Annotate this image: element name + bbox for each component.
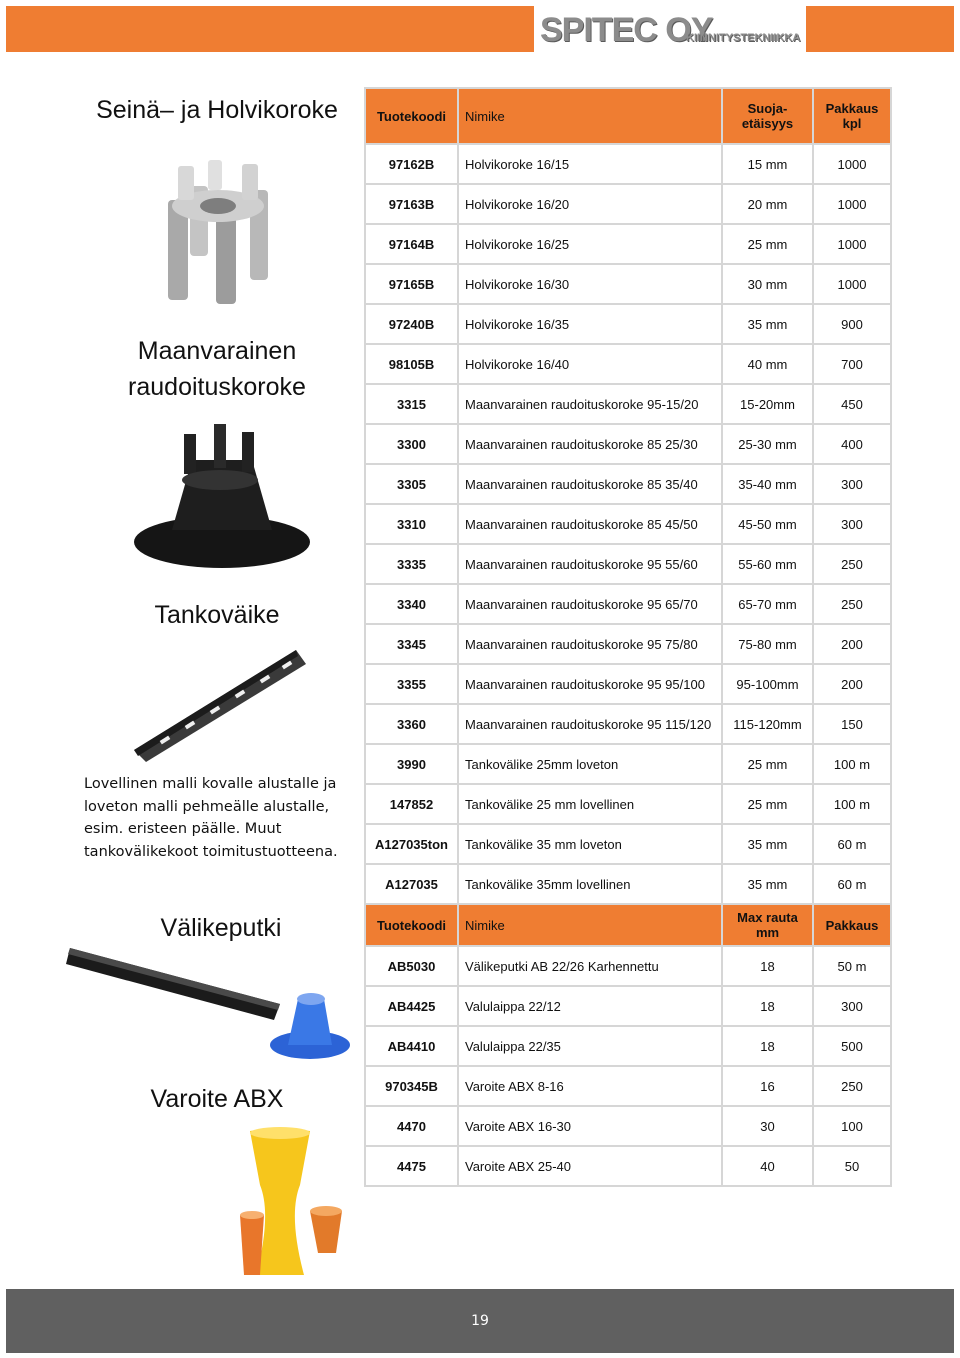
product-code: 4475 — [365, 1146, 458, 1186]
page-number: 19 — [471, 1313, 489, 1329]
product-name: Maanvarainen raudoituskoroke 95 55/60 — [458, 544, 722, 584]
table-row — [365, 584, 891, 624]
table-row — [365, 144, 891, 184]
grey-bar-chair-image — [150, 160, 286, 305]
product-code: 3340 — [365, 584, 458, 624]
product-code: 97240B — [365, 304, 458, 344]
product-distance: 35 mm — [722, 824, 813, 864]
product-code: AB4410 — [365, 1026, 458, 1066]
product-distance: 18 — [722, 986, 813, 1026]
product-table — [364, 87, 892, 1187]
product-package: 300 — [813, 986, 891, 1026]
header-line: Max rauta — [737, 910, 798, 925]
product-distance: 75-80 mm — [722, 624, 813, 664]
table-row — [365, 464, 891, 504]
product-package: 250 — [813, 584, 891, 624]
product-name: Maanvarainen raudoituskoroke 95-15/20 — [458, 384, 722, 424]
header-line: kpl — [842, 116, 862, 131]
product-code: AB5030 — [365, 946, 458, 986]
product-name: Holvikoroke 16/30 — [458, 264, 722, 304]
table-row — [365, 946, 891, 986]
product-name: Holvikoroke 16/15 — [458, 144, 722, 184]
table-row — [365, 504, 891, 544]
black-ground-spacer-image — [132, 420, 312, 570]
product-distance: 40 — [722, 1146, 813, 1186]
black-pipe-image — [66, 940, 286, 1020]
product-name: Maanvarainen raudoituskoroke 95 75/80 — [458, 624, 722, 664]
product-package: 200 — [813, 664, 891, 704]
product-distance: 45-50 mm — [722, 504, 813, 544]
table-header-row — [365, 88, 891, 144]
product-name: Tankovälike 35mm lovellinen — [458, 864, 722, 904]
table-row — [365, 1106, 891, 1146]
header-bar-left — [6, 6, 534, 52]
product-distance: 95-100mm — [722, 664, 813, 704]
product-name: Maanvarainen raudoituskoroke 85 25/30 — [458, 424, 722, 464]
product-distance: 55-60 mm — [722, 544, 813, 584]
product-code: 97164B — [365, 224, 458, 264]
header-line: mm — [755, 925, 780, 940]
product-distance: 25-30 mm — [722, 424, 813, 464]
product-distance: 115-120mm — [722, 704, 813, 744]
product-package: 60 m — [813, 864, 891, 904]
column-header-code: Tuotekoodi — [365, 88, 458, 144]
product-code: 3305 — [365, 464, 458, 504]
product-distance: 18 — [722, 946, 813, 986]
product-package: 250 — [813, 1066, 891, 1106]
product-distance: 35 mm — [722, 304, 813, 344]
product-distance: 15 mm — [722, 144, 813, 184]
product-distance: 15-20mm — [722, 384, 813, 424]
product-name: Varoite ABX 8-16 — [458, 1066, 722, 1106]
table-row — [365, 224, 891, 264]
product-name: Holvikoroke 16/35 — [458, 304, 722, 344]
product-distance: 25 mm — [722, 744, 813, 784]
table-row — [365, 624, 891, 664]
section-title-line: Maanvarainen — [137, 337, 297, 365]
table-row — [365, 424, 891, 464]
tankovalike-note: Lovellinen malli kovalle alustalle ja loveton malli pehmeälle alustalle, esim. eristeen päälle. Muut tankovälikekoot toimitustuotteena. — [84, 776, 338, 860]
product-name: Maanvarainen raudoituskoroke 85 45/50 — [458, 504, 722, 544]
column-header-name: Nimike — [458, 904, 722, 946]
product-name: Maanvarainen raudoituskoroke 95 115/120 — [458, 704, 722, 744]
product-distance: 35-40 mm — [722, 464, 813, 504]
product-distance: 35 mm — [722, 864, 813, 904]
product-code: 970345B — [365, 1066, 458, 1106]
yellow-abx-marker-image — [230, 1125, 360, 1285]
product-name: Välikeputki AB 22/26 Karhennettu — [458, 946, 722, 986]
table-row — [365, 664, 891, 704]
header-line: Pakkaus — [825, 101, 879, 116]
product-code: 3300 — [365, 424, 458, 464]
product-package: 100 — [813, 1106, 891, 1146]
product-name: Tankovälike 25 mm lovellinen — [458, 784, 722, 824]
product-code: 3345 — [365, 624, 458, 664]
product-code: 98105B — [365, 344, 458, 384]
company-logo — [536, 6, 802, 52]
column-header-package — [813, 88, 891, 144]
column-header-distance — [722, 88, 813, 144]
logo-sub-text: KIINNITYSTEKNIIKKA — [686, 32, 801, 44]
product-package: 150 — [813, 704, 891, 744]
table-row — [365, 986, 891, 1026]
product-distance: 40 mm — [722, 344, 813, 384]
product-name: Valulaippa 22/35 — [458, 1026, 722, 1066]
product-code: 97165B — [365, 264, 458, 304]
table-row — [365, 344, 891, 384]
product-package: 900 — [813, 304, 891, 344]
rebar-spacer-rail-image — [130, 640, 310, 765]
product-name: Maanvarainen raudoituskoroke 95 95/100 — [458, 664, 722, 704]
product-package: 100 m — [813, 784, 891, 824]
product-name: Holvikoroke 16/40 — [458, 344, 722, 384]
product-package: 400 — [813, 424, 891, 464]
product-package: 300 — [813, 464, 891, 504]
product-name: Tankovälike 25mm loveton — [458, 744, 722, 784]
product-distance: 30 — [722, 1106, 813, 1146]
table-row — [365, 784, 891, 824]
product-name: Varoite ABX 25-40 — [458, 1146, 722, 1186]
table-row — [365, 744, 891, 784]
product-name: Tankovälike 35 mm loveton — [458, 824, 722, 864]
table-row — [365, 264, 891, 304]
product-code: 3990 — [365, 744, 458, 784]
product-distance: 25 mm — [722, 224, 813, 264]
product-distance: 65-70 mm — [722, 584, 813, 624]
table-row — [365, 1066, 891, 1106]
section-title-valikeputki: Välikeputki — [160, 914, 282, 942]
product-package: 1000 — [813, 264, 891, 304]
header-line: etäisyys — [741, 116, 794, 131]
column-header-max-rebar — [722, 904, 813, 946]
footer-bar — [6, 1289, 954, 1353]
product-code: 97163B — [365, 184, 458, 224]
product-code: A127035 — [365, 864, 458, 904]
table-row — [365, 1146, 891, 1186]
product-name: Maanvarainen raudoituskoroke 85 35/40 — [458, 464, 722, 504]
section-title-maanvarainen — [92, 333, 342, 405]
header-line: Suoja- — [747, 101, 788, 116]
product-package: 100 m — [813, 744, 891, 784]
table-row — [365, 544, 891, 584]
product-distance: 16 — [722, 1066, 813, 1106]
product-package: 1000 — [813, 144, 891, 184]
table-row — [365, 704, 891, 744]
table-row — [365, 384, 891, 424]
product-code: 3360 — [365, 704, 458, 744]
blue-cone-image — [268, 985, 352, 1061]
column-header-package: Pakkaus — [813, 904, 891, 946]
logo-main-text: SPITEC OY — [540, 11, 713, 49]
product-code: 3310 — [365, 504, 458, 544]
table-row — [365, 824, 891, 864]
section-title-varoite-abx: Varoite ABX — [150, 1085, 284, 1113]
header-bar-right — [806, 6, 954, 52]
product-package: 60 m — [813, 824, 891, 864]
table-row — [365, 1026, 891, 1066]
product-code: 3315 — [365, 384, 458, 424]
product-package: 450 — [813, 384, 891, 424]
product-package: 250 — [813, 544, 891, 584]
product-name: Holvikoroke 16/25 — [458, 224, 722, 264]
product-package: 1000 — [813, 224, 891, 264]
product-package: 500 — [813, 1026, 891, 1066]
product-distance: 30 mm — [722, 264, 813, 304]
product-distance: 20 mm — [722, 184, 813, 224]
product-distance: 18 — [722, 1026, 813, 1066]
table-row — [365, 864, 891, 904]
section-title-tankovalike: Tankoväike — [154, 601, 280, 629]
product-package: 1000 — [813, 184, 891, 224]
product-code: 147852 — [365, 784, 458, 824]
product-package: 300 — [813, 504, 891, 544]
product-code: AB4425 — [365, 986, 458, 1026]
table-row — [365, 184, 891, 224]
product-package: 200 — [813, 624, 891, 664]
product-code: 97162B — [365, 144, 458, 184]
table-header-row-2 — [365, 904, 891, 946]
product-code: 3355 — [365, 664, 458, 704]
section-title-holvikoroke: Seinä– ja Holvikoroke — [96, 96, 338, 124]
table-row — [365, 304, 891, 344]
product-name: Valulaippa 22/12 — [458, 986, 722, 1026]
product-package: 50 — [813, 1146, 891, 1186]
section-title-line: raudoituskoroke — [128, 373, 306, 401]
column-header-name: Nimike — [458, 88, 722, 144]
product-code: A127035ton — [365, 824, 458, 864]
product-name: Varoite ABX 16-30 — [458, 1106, 722, 1146]
product-table-body — [365, 88, 891, 1186]
product-package: 50 m — [813, 946, 891, 986]
product-code: 3335 — [365, 544, 458, 584]
product-code: 4470 — [365, 1106, 458, 1146]
column-header-code: Tuotekoodi — [365, 904, 458, 946]
product-name: Holvikoroke 16/20 — [458, 184, 722, 224]
product-name: Maanvarainen raudoituskoroke 95 65/70 — [458, 584, 722, 624]
product-distance: 25 mm — [722, 784, 813, 824]
product-package: 700 — [813, 344, 891, 384]
